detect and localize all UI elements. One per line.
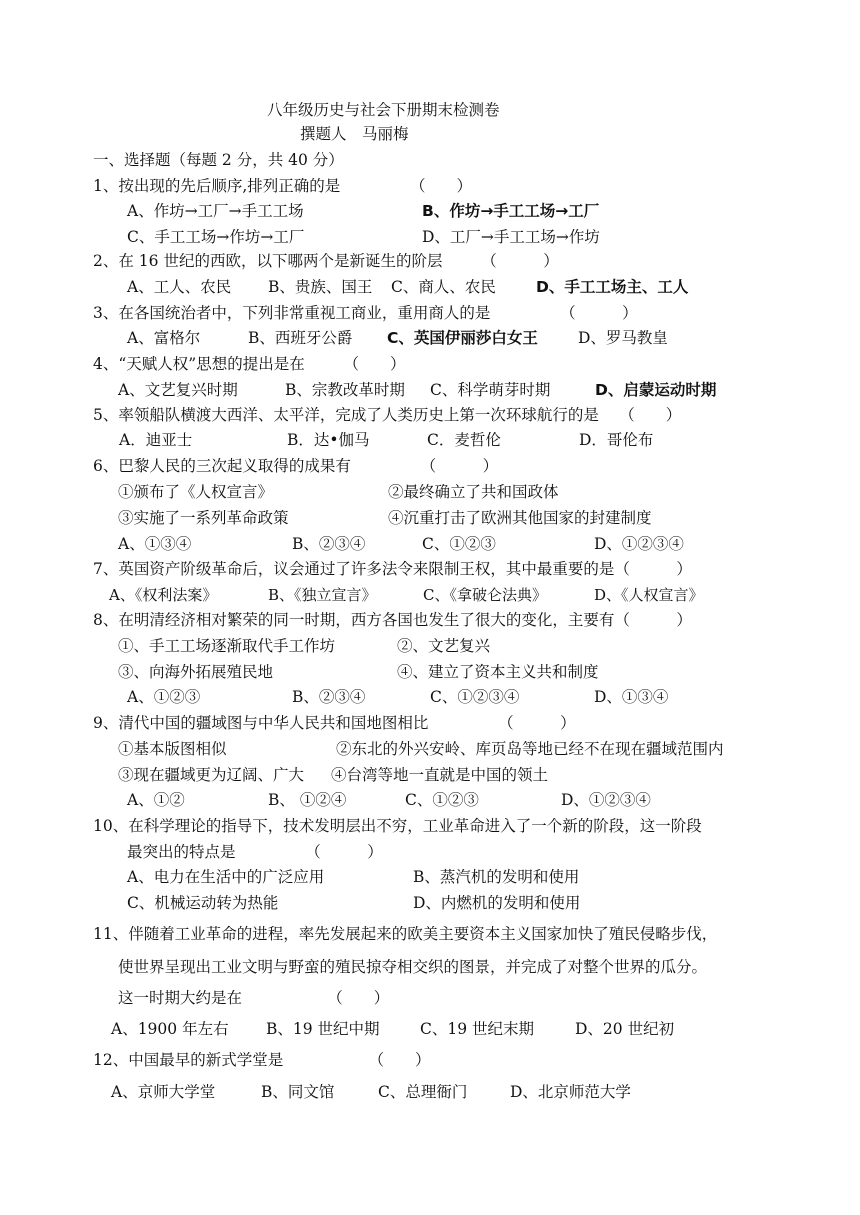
question-3-option-c: C、英国伊丽莎白女王 [387, 329, 538, 347]
question-11-option-c: C、19 世纪末期 [420, 1020, 535, 1038]
question-1-stem: 1、按出现的先后顺序,排列正确的是 （ ） [93, 177, 473, 195]
question-7-option-b: B、《独立宣言》 [268, 586, 377, 604]
question-12-option-c: C、总理衙门 [378, 1083, 468, 1101]
question-10-option-c: C、机械运动转为热能 [127, 894, 279, 912]
question-1-option-c: C、手工工场→作坊→工厂 [127, 228, 305, 246]
question-4-option-b: B、宗教改革时期 [285, 381, 405, 399]
question-10-stem-cont: 最突出的特点是 （ ） [127, 843, 383, 861]
section-title: 一、选择题（每题 2 分，共 40 分） [93, 151, 344, 169]
question-6-option-b: B、②③④ [292, 535, 366, 553]
question-12-stem: 12、中国最早的新式学堂是 （ ） [93, 1051, 431, 1069]
question-6-item-2: ②最终确立了共和国政体 [388, 483, 559, 501]
question-8-item-1: ①、手工工场逐渐取代手工作坊 [118, 637, 336, 655]
question-7-option-c: C、《拿破仑法典》 [423, 586, 547, 604]
question-9-option-b: B、 ①②④ [268, 791, 347, 809]
question-9-item-4: ④台湾等地一直就是中国的领土 [331, 766, 549, 784]
question-2-option-b: B、贵族、国王 [268, 278, 373, 296]
question-8-option-d: D、①③④ [594, 688, 669, 706]
question-2-option-d: D、手工工场主、工人 [536, 278, 689, 296]
question-3-option-b: B、西班牙公爵 [248, 329, 353, 347]
question-4-option-d: D、启蒙运动时期 [595, 381, 717, 399]
question-10-stem: 10、在科学理论的指导下，技术发明层出不穷，工业革命进入了一个新的阶段，这一阶段 [93, 817, 702, 835]
question-11-option-b: B、19 世纪中期 [266, 1020, 380, 1038]
question-6-option-c: C、①②③ [422, 535, 496, 553]
question-4-option-c: C、科学萌芽时期 [430, 381, 551, 399]
question-8-item-4: ④、建立了资本主义共和制度 [397, 663, 599, 681]
question-8-item-2: ②、文艺复兴 [397, 637, 491, 655]
question-11-stem: 11、伴随着工业革命的进程，率先发展起来的欧美主要资本主义国家加快了殖民侵略步伐， [93, 925, 718, 943]
question-9-item-1: ①基本版图相似 [118, 740, 227, 758]
question-3-option-d: D、罗马教皇 [578, 329, 668, 347]
question-8-item-3: ③、向海外拓展殖民地 [118, 663, 274, 681]
question-9-item-3: ③现在疆域更为辽阔、广大 [118, 766, 305, 784]
question-4-option-a: A、文艺复兴时期 [118, 381, 238, 399]
question-6-stem: 6、巴黎人民的三次起义取得的成果有 （ ） [93, 457, 499, 475]
question-2-option-a: A、工人、农民 [127, 278, 232, 296]
question-3-stem: 3、在各国统治者中，下列非常重视工商业，重用商人的是 （ ） [93, 304, 638, 322]
question-1-option-a: A、作坊→工厂→手工工场 [127, 202, 304, 220]
question-6-option-a: A、①③④ [118, 535, 192, 553]
question-9-stem: 9、清代中国的疆域图与中华人民共和国地图相比 （ ） [93, 714, 576, 732]
question-11-stem-cont: 使世界呈现出工业文明与野蛮的殖民掠夺相交织的图景，并完成了对整个世界的瓜分。 [118, 958, 708, 976]
author-line: 撰题人 马丽梅 [300, 125, 409, 143]
question-1-option-d: D、工厂→手工工场→作坊 [422, 228, 600, 246]
question-6-item-4: ④沉重打击了欧洲其他国家的封建制度 [388, 509, 652, 527]
question-7-stem: 7、英国资产阶级革命后，议会通过了许多法令来限制王权，其中最重要的是（ ） [93, 560, 692, 578]
question-9-item-2: ②东北的外兴安岭、库页岛等地已经不在现在疆域范围内 [336, 740, 724, 758]
question-8-stem: 8、在明清经济相对繁荣的同一时期，西方各国也发生了很大的变化，主要有（ ） [93, 611, 692, 629]
question-5-stem: 5、率领船队横渡大西洋、太平洋，完成了人类历史上第一次环球航行的是 （ ） [93, 406, 682, 424]
question-6-item-3: ③实施了一系列革命政策 [118, 509, 289, 527]
page-title: 八年级历史与社会下册期末检测卷 [267, 101, 500, 119]
question-5-option-b: B．达•伽马 [287, 431, 370, 449]
question-10-option-d: D、内燃机的发明和使用 [413, 894, 581, 912]
question-10-option-b: B、蒸汽机的发明和使用 [413, 868, 580, 886]
question-5-option-c: C．麦哲伦 [427, 431, 501, 449]
question-9-option-a: A、①② [127, 791, 185, 809]
question-9-option-d: D、①②③④ [561, 791, 651, 809]
question-11-option-d: D、20 世纪初 [575, 1020, 675, 1038]
question-12-option-b: B、同文馆 [261, 1083, 335, 1101]
question-10-option-a: A、电力在生活中的广泛应用 [127, 868, 325, 886]
question-5-option-d: D．哥伦布 [579, 431, 654, 449]
question-12-option-d: D、北京师范大学 [510, 1083, 631, 1101]
question-9-option-c: C、①②③ [405, 791, 479, 809]
question-7-option-a: A、《权利法案》 [109, 586, 218, 604]
question-11-option-a: A、1900 年左右 [111, 1020, 229, 1038]
question-1-option-b: B、作坊→手工工场→工厂 [422, 202, 600, 220]
question-8-option-a: A、①②③ [127, 688, 201, 706]
question-2-stem: 2、在 16 世纪的西欧，以下哪两个是新诞生的阶层 （ ） [93, 252, 559, 270]
question-4-stem: 4、“天赋人权”思想的提出是在 （ ） [93, 355, 406, 373]
question-2-option-c: C、商人、农民 [391, 278, 496, 296]
question-12-option-a: A、京师大学堂 [111, 1083, 216, 1101]
question-11-stem-cont-2: 这一时期大约是在 （ ） [118, 989, 390, 1007]
question-8-option-c: C、①②③④ [430, 688, 520, 706]
question-5-option-a: A．迪亚士 [119, 431, 193, 449]
question-6-option-d: D、①②③④ [594, 535, 684, 553]
question-3-option-a: A、富格尔 [127, 329, 201, 347]
question-7-option-d: D、《人权宣言》 [594, 586, 704, 604]
question-6-item-1: ①颁布了《人权宣言》 [118, 483, 274, 501]
question-8-option-b: B、②③④ [292, 688, 366, 706]
